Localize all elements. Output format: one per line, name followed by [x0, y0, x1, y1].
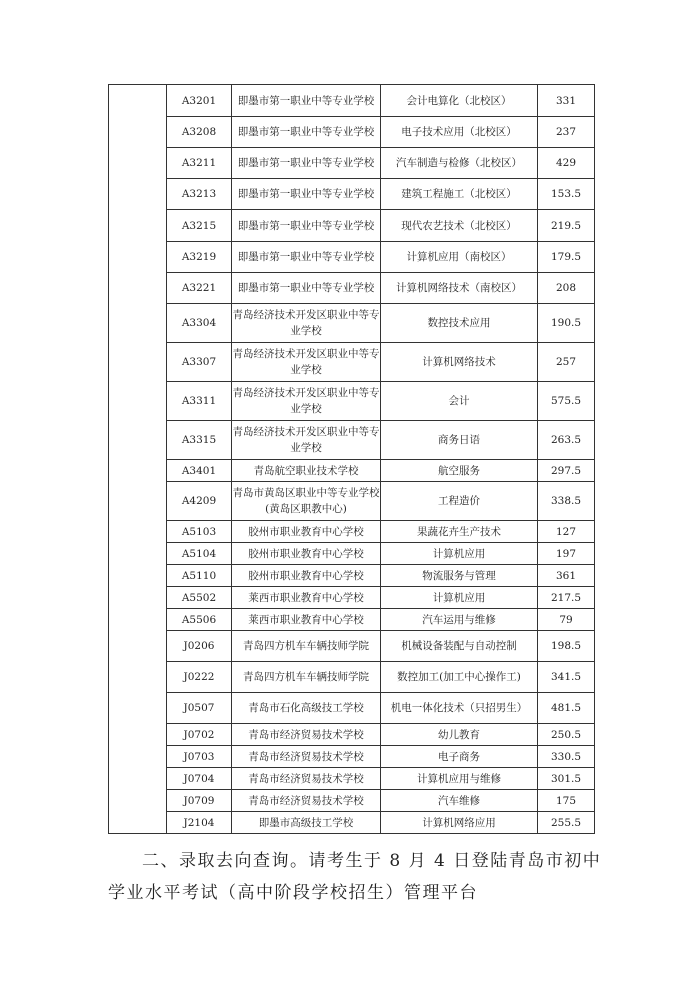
- school-name-cell: 胶州市职业教育中心学校: [232, 543, 381, 565]
- major-name-cell: 会计: [381, 382, 538, 421]
- major-name-cell: 幼儿教育: [381, 724, 538, 746]
- major-name-cell: 机械设备装配与自动控制: [381, 631, 538, 662]
- major-name-cell: 计算机应用: [381, 543, 538, 565]
- school-code-cell: A3208: [167, 117, 232, 148]
- school-code-cell: A3401: [167, 460, 232, 482]
- table-row: [109, 460, 595, 482]
- cutoff-score-cell: 250.5: [538, 724, 595, 746]
- school-name-cell: 即墨市第一职业中等专业学校: [232, 273, 381, 304]
- major-name-cell: 数控加工(加工中心操作工): [381, 662, 538, 693]
- table-row: [109, 693, 595, 724]
- cutoff-score-cell: 217.5: [538, 587, 595, 609]
- school-code-cell: J0704: [167, 768, 232, 790]
- table-row: [109, 543, 595, 565]
- table-row: [109, 304, 595, 343]
- school-name-cell: 青岛四方机车车辆技师学院: [232, 662, 381, 693]
- school-name-cell: 青岛市经济贸易技术学校: [232, 746, 381, 768]
- cutoff-score-cell: 331: [538, 85, 595, 117]
- school-code-cell: A3311: [167, 382, 232, 421]
- school-name-cell: 青岛经济技术开发区职业中等专业学校: [232, 382, 381, 421]
- school-code-cell: A3211: [167, 148, 232, 179]
- school-code-cell: J2104: [167, 812, 232, 834]
- table-row: [109, 343, 595, 382]
- category-cell: [109, 85, 167, 834]
- major-name-cell: 航空服务: [381, 460, 538, 482]
- major-name-cell: 建筑工程施工（北校区）: [381, 179, 538, 210]
- cutoff-score-cell: 330.5: [538, 746, 595, 768]
- cutoff-score-cell: 179.5: [538, 242, 595, 273]
- cutoff-score-cell: 263.5: [538, 421, 595, 460]
- cutoff-score-cell: 429: [538, 148, 595, 179]
- school-code-cell: J0507: [167, 693, 232, 724]
- school-name-cell: 即墨市第一职业中等专业学校: [232, 179, 381, 210]
- table-row: [109, 179, 595, 210]
- table-row: [109, 382, 595, 421]
- school-name-cell: 青岛市经济贸易技术学校: [232, 790, 381, 812]
- school-code-cell: A4209: [167, 482, 232, 521]
- school-name-cell: 青岛经济技术开发区职业中等专业学校: [232, 343, 381, 382]
- school-code-cell: J0703: [167, 746, 232, 768]
- table-row: [109, 746, 595, 768]
- school-code-cell: J0702: [167, 724, 232, 746]
- school-code-cell: A5506: [167, 609, 232, 631]
- table-row: [109, 812, 595, 834]
- school-code-cell: J0709: [167, 790, 232, 812]
- major-name-cell: 物流服务与管理: [381, 565, 538, 587]
- cutoff-score-cell: 338.5: [538, 482, 595, 521]
- cutoff-score-cell: 255.5: [538, 812, 595, 834]
- major-name-cell: 电子商务: [381, 746, 538, 768]
- school-code-cell: A5110: [167, 565, 232, 587]
- table-row: [109, 662, 595, 693]
- school-name-cell: 即墨市第一职业中等专业学校: [232, 85, 381, 117]
- admission-table-body: [109, 85, 595, 834]
- major-name-cell: 数控技术应用: [381, 304, 538, 343]
- school-code-cell: A3315: [167, 421, 232, 460]
- major-name-cell: 计算机网络技术（南校区）: [381, 273, 538, 304]
- major-name-cell: 计算机网络技术: [381, 343, 538, 382]
- table-row: [109, 421, 595, 460]
- school-code-cell: A5502: [167, 587, 232, 609]
- major-name-cell: 果蔬花卉生产技术: [381, 521, 538, 543]
- major-name-cell: 工程造价: [381, 482, 538, 521]
- major-name-cell: 计算机网络应用: [381, 812, 538, 834]
- major-name-cell: 汽车运用与维修: [381, 609, 538, 631]
- major-name-cell: 现代农艺技术（北校区）: [381, 210, 538, 242]
- school-name-cell: 青岛市经济贸易技术学校: [232, 768, 381, 790]
- school-name-cell: 青岛市经济贸易技术学校: [232, 724, 381, 746]
- school-name-cell: 青岛经济技术开发区职业中等专业学校: [232, 304, 381, 343]
- table-row: [109, 609, 595, 631]
- school-name-cell: 即墨市第一职业中等专业学校: [232, 117, 381, 148]
- school-code-cell: A5104: [167, 543, 232, 565]
- table-row: [109, 210, 595, 242]
- table-row: [109, 148, 595, 179]
- table-row: [109, 768, 595, 790]
- table-row: [109, 724, 595, 746]
- school-code-cell: A3219: [167, 242, 232, 273]
- cutoff-score-cell: 208: [538, 273, 595, 304]
- major-name-cell: 计算机应用: [381, 587, 538, 609]
- school-name-cell: 青岛四方机车车辆技师学院: [232, 631, 381, 662]
- table-row: [109, 242, 595, 273]
- school-name-cell: 青岛航空职业技术学校: [232, 460, 381, 482]
- school-code-cell: A3215: [167, 210, 232, 242]
- school-name-cell: 胶州市职业教育中心学校: [232, 521, 381, 543]
- cutoff-score-cell: 127: [538, 521, 595, 543]
- major-name-cell: 电子技术应用（北校区）: [381, 117, 538, 148]
- table-row: [109, 85, 595, 117]
- cutoff-score-cell: 175: [538, 790, 595, 812]
- major-name-cell: 汽车制造与检修（北校区）: [381, 148, 538, 179]
- cutoff-score-cell: 297.5: [538, 460, 595, 482]
- cutoff-score-cell: 481.5: [538, 693, 595, 724]
- school-code-cell: J0206: [167, 631, 232, 662]
- table-row: [109, 521, 595, 543]
- table-row: [109, 273, 595, 304]
- school-code-cell: A3201: [167, 85, 232, 117]
- school-name-cell: 莱西市职业教育中心学校: [232, 609, 381, 631]
- school-name-cell: 青岛市石化高级技工学校: [232, 693, 381, 724]
- major-name-cell: 计算机应用（南校区）: [381, 242, 538, 273]
- cutoff-score-cell: 361: [538, 565, 595, 587]
- cutoff-score-cell: 197: [538, 543, 595, 565]
- school-name-cell: 莱西市职业教育中心学校: [232, 587, 381, 609]
- table-row: [109, 790, 595, 812]
- cutoff-score-cell: 237: [538, 117, 595, 148]
- major-name-cell: 机电一体化技术（只招男生）: [381, 693, 538, 724]
- cutoff-score-cell: 341.5: [538, 662, 595, 693]
- major-name-cell: 汽车维修: [381, 790, 538, 812]
- table-row: [109, 565, 595, 587]
- major-name-cell: 商务日语: [381, 421, 538, 460]
- school-code-cell: A3307: [167, 343, 232, 382]
- cutoff-score-cell: 190.5: [538, 304, 595, 343]
- admission-table: [108, 84, 595, 834]
- cutoff-score-cell: 257: [538, 343, 595, 382]
- school-name-cell: 即墨市第一职业中等专业学校: [232, 210, 381, 242]
- school-name-cell: 青岛市黄岛区职业中等专业学校(黄岛区职教中心): [232, 482, 381, 521]
- school-code-cell: A3304: [167, 304, 232, 343]
- school-name-cell: 胶州市职业教育中心学校: [232, 565, 381, 587]
- table-row: [109, 587, 595, 609]
- cutoff-score-cell: 219.5: [538, 210, 595, 242]
- cutoff-score-cell: 301.5: [538, 768, 595, 790]
- school-code-cell: A5103: [167, 521, 232, 543]
- school-code-cell: J0222: [167, 662, 232, 693]
- major-name-cell: 计算机应用与维修: [381, 768, 538, 790]
- school-name-cell: 即墨市第一职业中等专业学校: [232, 242, 381, 273]
- school-name-cell: 即墨市高级技工学校: [232, 812, 381, 834]
- cutoff-score-cell: 198.5: [538, 631, 595, 662]
- admission-query-paragraph-line-1: 二、录取去向查询。请考生于 8 月 4 日登陆青岛市初中: [142, 851, 602, 871]
- table-row: [109, 482, 595, 521]
- school-name-cell: 青岛经济技术开发区职业中等专业学校: [232, 421, 381, 460]
- cutoff-score-cell: 575.5: [538, 382, 595, 421]
- cutoff-score-cell: 153.5: [538, 179, 595, 210]
- school-code-cell: A3221: [167, 273, 232, 304]
- admission-query-paragraph-line-2: 学业水平考试（高中阶段学校招生）管理平台: [108, 883, 478, 903]
- cutoff-score-cell: 79: [538, 609, 595, 631]
- school-name-cell: 即墨市第一职业中等专业学校: [232, 148, 381, 179]
- school-code-cell: A3213: [167, 179, 232, 210]
- table-row: [109, 631, 595, 662]
- major-name-cell: 会计电算化（北校区）: [381, 85, 538, 117]
- table-row: [109, 117, 595, 148]
